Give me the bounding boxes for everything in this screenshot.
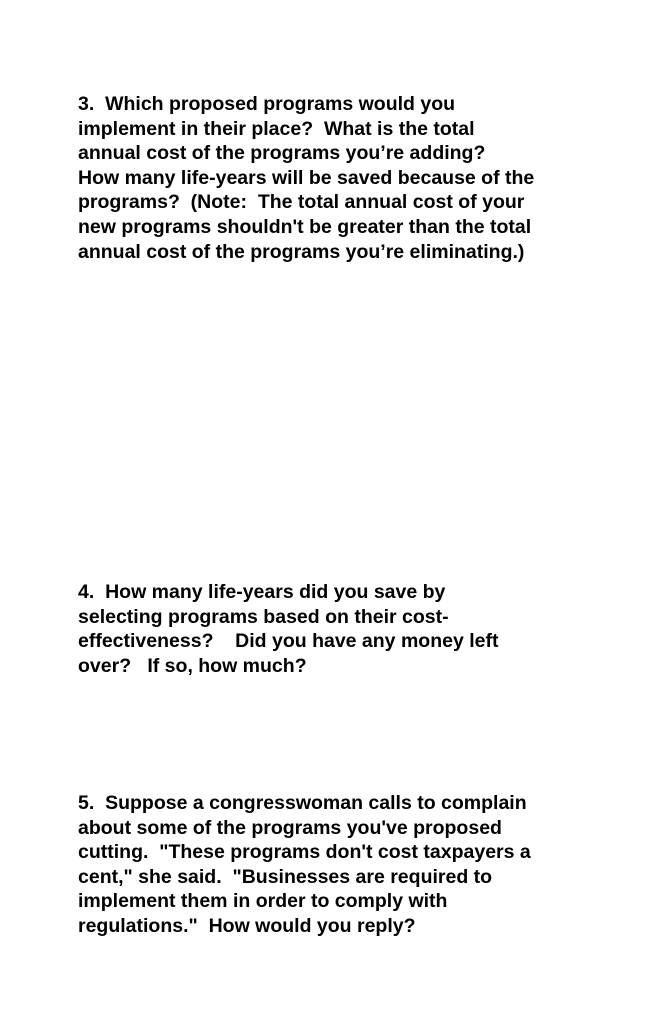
question-5-line: 5. Suppose a congresswoman calls to complain [78,792,527,814]
question-5-line: cent," she said. "Businesses are required to [78,865,493,888]
question-5-line: about some of the programs you've proposed [78,816,502,839]
question-4-line: effectiveness? Did you have any money left [78,630,499,653]
question-5-line: cutting. "These programs don't cost taxpayers a [78,841,531,864]
question-4-line: selecting programs based on their cost- [78,605,449,628]
question-4-line: 4. How many life-years did you save by [78,581,446,603]
question-3-line: implement in their place? What is the total [78,117,475,140]
question-4-line: over? If so, how much? [78,654,307,677]
question-3-line: annual cost of the programs you’re eliminating.) [78,240,525,263]
question-3-line: programs? (Note: The total annual cost of your [78,191,525,214]
question-5 [78,791,598,939]
question-3 [78,92,598,264]
question-3-line: How many life-years will be saved because of the [78,166,535,189]
question-3-line: annual cost of the programs you’re adding? [78,142,486,165]
question-4 [78,580,598,678]
question-5-line: regulations." How would you reply? [78,914,416,937]
question-3-line: new programs shouldn't be greater than the total [78,215,532,238]
question-5-line: implement them in order to comply with [78,890,448,913]
question-3-line: 3. Which proposed programs would you [78,93,456,115]
